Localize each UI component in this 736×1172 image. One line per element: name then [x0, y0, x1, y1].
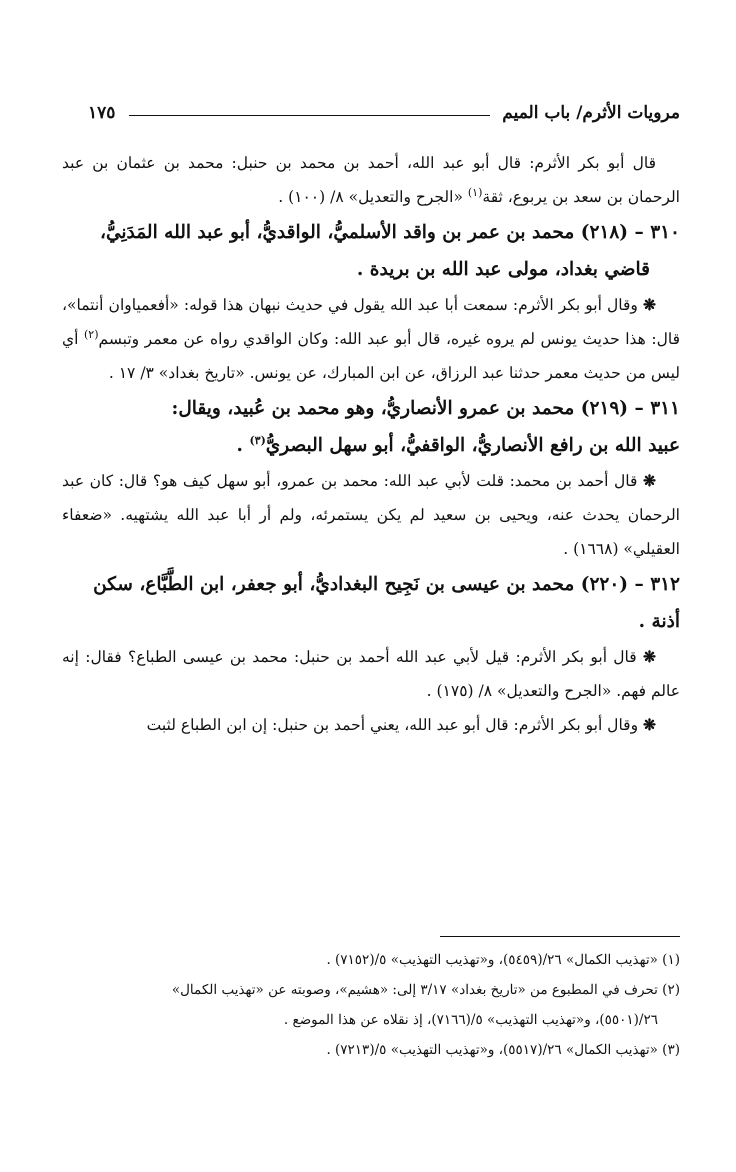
paragraph-text: وقال أبو بكر الأثرم: قال أبو عبد الله، يعني أحمد بن حنبل: إن ابن الطباع لثبت [146, 716, 643, 734]
entry-heading-312 [62, 566, 680, 640]
running-header [88, 98, 680, 128]
footnote-rule [440, 936, 680, 937]
entry-heading-line: ٣١٠ – (٢١٨) محمد بن عمر بن واقد الأسلميُّ، الواقديُّ، أبو عبد الله المَدَنِيُّ، [99, 222, 680, 243]
asterism-icon: ❋ [643, 647, 656, 666]
entry-heading-line: أذنة . [638, 611, 680, 632]
paragraph-source: «الجرح والتعديل» ٨/ (١٠٠) . [278, 188, 468, 206]
paragraph-text: قال أبو بكر الأثرم: قيل لأبي عبد الله أحمد بن حنبل: محمد بن عيسى الطباع؟ فقال: إنه عالم فهم. «الجرح والتعديل» ٨/ (١٧٥) . [62, 648, 680, 700]
paragraph-athram-quote-4 [62, 708, 680, 742]
footnote-2 [62, 975, 680, 1035]
entry-heading-310 [62, 214, 680, 288]
entry-heading-311 [62, 390, 680, 464]
entry-heading-end: . [236, 435, 250, 456]
paragraph-athram-quote-3 [62, 640, 680, 708]
running-title: مرويات الأثرم/ باب الميم [502, 103, 680, 123]
asterism-icon: ❋ [643, 471, 656, 490]
entry-heading-line: قاضي بغداد، مولى عبد الله بن بريدة . [356, 259, 650, 280]
paragraph-text: قال أبو بكر الأثرم: قال أبو عبد الله، أحمد بن محمد بن حنبل: محمد بن عثمان بن عبد الرحمان بن سعد بن يربوع، ثقة [62, 154, 680, 206]
paragraph-athram-quote-2 [62, 288, 680, 390]
paragraph-athram-quote-1 [62, 146, 680, 214]
entry-heading-line: عبيد الله بن رافع الأنصاريُّ، الواقفيُّ، أبو سهل البصريُّ [265, 435, 680, 456]
header-rule [129, 115, 490, 116]
footnote-line: (٢) تحرف في المطبوع من «تاريخ بغداد» ٣/١٧ إلى: «هشيم»، وصوبته عن «تهذيب الكمال» [171, 982, 680, 998]
footnotes [62, 936, 680, 1065]
paragraph-ahmad-quote [62, 464, 680, 566]
footnote-3: (٣) «تهذيب الكمال» ٢٦/(٥٥١٧)، و«تهذيب التهذيب» ٥/(٧٢١٣) . [326, 1042, 680, 1058]
footnote-1: (١) «تهذيب الكمال» ٢٦/(٥٤٥٩)، و«تهذيب التهذيب» ٥/(٧١٥٢) . [326, 952, 680, 968]
footnote-line: ٢٦/(٥٥٠١)، و«تهذيب التهذيب» ٥/(٧١٦٦)، إذ نقلاه عن هذا الموضع . [283, 1012, 658, 1028]
footnote-ref-3: (٣) [249, 433, 266, 447]
paragraph-text: وقال أبو بكر الأثرم: سمعت أبا عبد الله يقول في حديث نبهان هذا قوله: «أفعمياوان أنتما»، قال: هذا حديث يونس لم يروه غيره، قال أبو عبد الله: وكان الواقدي رواه عن معمر وتبسم [62, 296, 680, 348]
asterism-icon: ❋ [643, 295, 656, 314]
paragraph-source: أي ليس من حديث معمر حدثنا عبد الرزاق، عن ابن المبارك، عن يونس. «تاريخ بغداد» ٣/ ١٧ . [62, 330, 680, 382]
page-number: ١٧٥ [88, 103, 116, 123]
entry-heading-line: ٣١٢ – (٢٢٠) محمد بن عيسى بن نَجِيح البغداديُّ، أبو جعفر، ابن الطَّبَّاع، سكن [93, 574, 680, 595]
footnote-ref-2: (٢) [83, 327, 99, 341]
main-text [62, 146, 680, 742]
asterism-icon: ❋ [643, 715, 656, 734]
entry-heading-line: ٣١١ – (٢١٩) محمد بن عمرو الأنصاريُّ، وهو محمد بن عُبيد، ويقال: [171, 398, 680, 419]
footnote-ref-1: (١) [467, 185, 483, 199]
paragraph-text: قال أحمد بن محمد: قلت لأبي عبد الله: محمد بن عمرو، أبو سهل كيف هو؟ قال: كان عبد الرحمان يحدث عنه، ويحيى بن سعيد لم يكن يستمرئه، ولم أر أبا عبد الله يشتهيه. «ضعفاء العقيلي» (١٦٦٨) . [62, 472, 680, 558]
